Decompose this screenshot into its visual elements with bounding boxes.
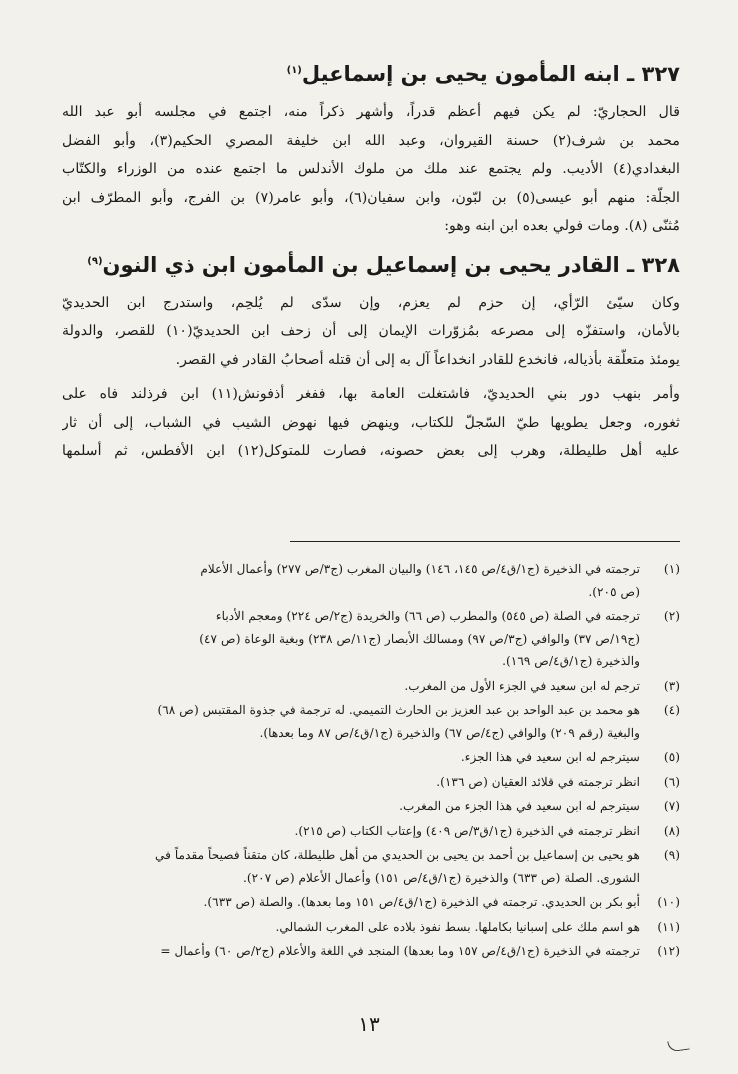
text-line: مُثنّى (٨). ومات فولي بعده ابن ابنه وهو: xyxy=(444,218,680,234)
footnote-line: هو اسم ملك على إسبانيا بكاملها. بسط نفوذ بلاده على المغرب الشمالي. xyxy=(275,919,640,934)
footnote xyxy=(56,771,680,794)
footnote-text xyxy=(56,891,640,914)
footnote-number: (١٠) xyxy=(657,895,680,909)
footnote-line: انظر ترجمته في الذخيرة (ج١/ق٣/ص ٤٠٩) وإعتاب الكتاب (ص ٢١٥). xyxy=(294,823,640,838)
footnote-line: ترجم له ابن سعيد في الجزء الأول من المغرب. xyxy=(404,678,640,693)
footnote-number: (٦) xyxy=(663,774,680,789)
footnote-number: (٥) xyxy=(663,750,680,764)
corner-mark xyxy=(667,1039,689,1053)
footnote-line: ترجمته في الذخيرة (ج١/ق٤/ص ١٥٧ وما بعدها) المنجد في اللغة والأعلام (ج٢/ص ٦٠) وأعمال = xyxy=(160,944,640,958)
footnote xyxy=(56,558,680,603)
text-line: بالأمان، واستفزّه إلى مصرعه بمُزوّرات الإيمان إلى أن زحف ابن الحديديّ(١٠) للقصر، والدولة xyxy=(62,323,680,339)
footnote-text xyxy=(56,820,640,843)
footnote xyxy=(56,605,680,673)
footnote-number: (٢) xyxy=(663,609,680,623)
footnote-line: سيترجم له ابن سعيد في هذا الجزء. xyxy=(460,750,640,764)
footnote xyxy=(56,795,680,818)
footnote-text xyxy=(56,675,640,698)
text-line: وأمر بنهب دور بني الحديديّ، فاشتغلت العامة بها، ففغر أذفونش(١١) ابن فرذلند فاه على xyxy=(62,386,680,402)
footnote-line: الشورى. الصلة (ص ٦٣٣) والذخيرة (ج١/ق٤/ص ١٥١) وأعمال الأعلام (ص ٢٠٧). xyxy=(242,870,640,885)
paragraph-328-b xyxy=(62,380,680,466)
text-line: قال الحجاريّ: لم يكن فيهم أعظم قدراً، وأشهر ذكراً منه، اجتمع في مجلسه أبو عبد الله xyxy=(62,104,680,120)
footnote-number: (٩) xyxy=(663,848,680,862)
footnote xyxy=(56,916,680,939)
heading-note-ref-328: (٩) xyxy=(87,255,103,267)
footnote xyxy=(56,820,680,843)
footnote-line: انظر ترجمته في قلائد العقيان (ص ١٣٦). xyxy=(436,774,640,789)
footnote-line: (ج١٩/ص ٣٧) والوافي (ج٣/ص ٩٧) ومسالك الأبصار (ج١١/ص ٢٣٨) وبغية الوعاة (ص ٤٧) xyxy=(199,631,640,646)
footnote-line: ترجمته في الذخيرة (ج١/ق٤/ص ١٤٥، ١٤٦) والبيان المغرب (ج٣/ص ٢٧٧) وأعمال الأعلام xyxy=(200,562,640,576)
main-text xyxy=(62,58,680,466)
footnote-line: ترجمته في الصلة (ص ٥٤٥) والمطرب (ص ٦٦) والخريدة (ج٢/ص ٢٢٤) ومعجم الأدباء xyxy=(215,609,640,623)
footnote-line: هو يحيى بن إسماعيل بن أحمد بن يحيى بن الحديدي من أهل طليطلة، كان متقناً فصيحاً مقدماً في xyxy=(154,848,640,862)
footnote-text xyxy=(56,795,640,818)
footnote-text xyxy=(56,558,640,603)
text-line: وكان سيّئ الرّأي، إن حزم لم يعزم، وإن سدّى لم يُلحِم، واستدرج ابن الحديديّ xyxy=(62,294,680,311)
footnote-text xyxy=(56,940,640,963)
footnote-number: (٤) xyxy=(663,703,680,717)
text-line: ثغوره، وجعل يطويها طيّ السّجلّ للكتاب، وينهض فيها نهوض الشيب في الشباب، إلى أن ثار xyxy=(62,414,680,431)
text-line: البغدادي(٤) الأديب. ولم يجتمع عند ملك من ملوك الأندلس ما اجتمع عنده من الوزراء والكتّاب xyxy=(62,161,680,177)
footnote-number: (٧) xyxy=(663,799,680,813)
section-heading-327 xyxy=(62,58,680,90)
paragraph-328-a xyxy=(62,289,680,375)
footnote-text xyxy=(56,605,640,673)
footnote xyxy=(56,844,680,889)
heading-text-327: ٣٢٧ ـ ابنه المأمون يحيى بن إسماعيل xyxy=(301,62,680,86)
heading-text-328: ٣٢٨ ـ القادر يحيى بن إسماعيل بن المأمون ابن ذي النون xyxy=(102,252,680,277)
page-number: ١٣ xyxy=(358,1012,380,1036)
footnote-separator xyxy=(290,541,680,542)
footnote-number: (٨) xyxy=(663,823,680,838)
footnote xyxy=(56,891,680,914)
footnote-text xyxy=(56,746,640,769)
text-line: الجلّة: منهم أبو عيسى(٥) بن لبّون، وابن سفيان(٦)، وأبو عامر(٧) بن الفرج، وأبو المطرّف ابن xyxy=(62,189,680,206)
footnote xyxy=(56,699,680,744)
footnote-text xyxy=(56,699,640,744)
footnote-number: (١١) xyxy=(657,919,680,934)
footnote-line: والذخيرة (ج١/ق٤/ص ١٦٩). xyxy=(502,654,640,668)
text-line: يومئذ متعلّقة بأذياله، فانخدع للقادر انخداعاً آل به إلى أن قتله أصحابُ القادر في القصر. xyxy=(175,351,680,368)
footnote xyxy=(56,940,680,963)
heading-note-ref-327: (١) xyxy=(286,65,302,76)
footnote-text xyxy=(56,771,640,794)
footnote-line: سيترجم له ابن سعيد في هذا الجزء من المغرب. xyxy=(399,799,640,813)
text-line: عليه أهل طليطلة، وهرب إلى بعض حصونه، فصارت للمتوكل(١٢) ابن الأفطس، ثم أسلمها xyxy=(62,443,680,459)
footnote xyxy=(56,675,680,698)
text-line: محمد بن شرف(٢) حسنة القيروان، وعبد الله ابن خليفة المصري الحكيم(٣)، وأبو الفضل xyxy=(62,132,680,149)
footnote-line: والبغية (رقم ٢٠٩) والوافي (ج٤/ص ٦٧) والذخيرة (ج١/ق٤/ص ٨٧ وما بعدها). xyxy=(259,725,640,740)
footnote-number: (٣) xyxy=(663,678,680,693)
footnote xyxy=(56,746,680,769)
footnote-number: (١٢) xyxy=(657,944,680,958)
paragraph-327 xyxy=(62,98,680,241)
footnote-line: (ص ٢٠٥). xyxy=(588,584,640,599)
footnote-text xyxy=(56,844,640,889)
footnote-number: (١) xyxy=(663,562,680,576)
footnote-line: أبو بكر بن الحديدي. ترجمته في الذخيرة (ج١/ق٤/ص ١٥١ وما بعدها). والصلة (ص ٦٣٣). xyxy=(203,895,640,909)
footnote-line: هو محمد بن عبد الواحد بن عبد العزيز بن الحارث التميمي. له ترجمة في جذوة المقتبس (ص ٦٨) xyxy=(157,703,640,717)
section-heading-328 xyxy=(62,249,680,281)
footnote-text xyxy=(56,916,640,939)
footnotes xyxy=(56,558,680,965)
